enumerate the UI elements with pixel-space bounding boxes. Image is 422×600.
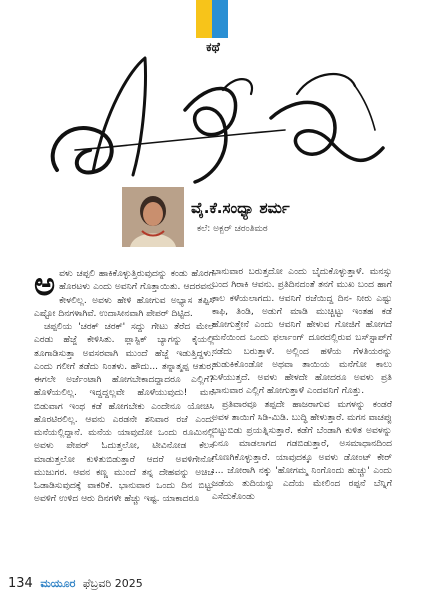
paragraph-text: ವಳು ಚಪ್ಪಲಿ ಹಾಕಿಕೊಳ್ಳುತ್ತಿರುವುದನ್ನು ಕಂಡು ಹೊರಗೆ ಹೊರಟಳು ಎಂದು ಅವನಿಗೆ ಗೊತ್ತಾಯಿತು. ಆದರವನು ಕೇಳಲಿಲ್ಲ. ಅವಳು ಹೇಳಿ ಹೋಗುವ ಅಭ್ಯಾಸ ತಪ್ಪಿಸಿ ಎಷ್ಟೋ ದಿನಗಳಾಗಿವೆ. ಉದಾಸೀನವಾಗಿ ಪೇಪರ್ ದಿಟ್ಟಿದ. xyxy=(34,269,214,319)
illustrator-credit: ಕಲೆ: ಅಕ್ಬರ್ ಚರಂತಿಮಠ xyxy=(197,224,268,234)
story-title-calligraphy xyxy=(35,50,395,190)
paragraph: ಭಾನುವಾರ ಬರುತ್ತದೋ ಎಂದು ಬೈದುಕೊಳ್ಳುತ್ತಾಳೆ. ಮನಸ್ಸು ಬಂದ ಗಿರಾಕಿ ಆವನು. ಪ್ರತಿದಿನದಂತೆ ತನಗೆ ಮುಖ ಬಂದ ಹಾಗೆ ಕಾಲ ಕಳೆಯಲಾಗದು. ಆವನಿಗೆ ರಜೆಯಿದ್ದ ದಿನ- ನೀರು ಎಷ್ಟು ಕಾಫಿ, ತಿಂಡಿ, ಅಡುಗೆ ಮಾಡಿ ಮುಚ್ಚಿಟ್ಟು ಇಂತಹ ಕಡೆ ಹೋಗುತ್ತೇನೆ ಎಂದು ಆವನಿಗೆ ಹೇಳುವ ಗೋಜಿಗೆ ಹೋಗದೆ ಮನೆಯಿಂದ ಒಂದು ಫರ್ಲಾಂಗ್ ದೂರದಲ್ಲಿರುವ ಬಸ್‌ಸ್ಟಾಪ್‌ಗೆ ನಡೆದು ಬರುತ್ತಾಳೆ. ಅಲ್ಲಿಂದ ಹಳೆಯ ಗೆಳತಿಯರನ್ನು ಹುಡುಕಿಕೊಂಡೋ ಅಥವಾ ತಾಯಿಯ ಮನೆಗೋ ಕಾಲು ಎಳೆಯುತ್ತದೆ. ಅವಳು ಹೇಳದೇ ಹೋದರೂ ಅವಳು ಪ್ರತಿ ಭಾನುವಾರ ಎಲ್ಲಿಗೆ ಹೋಗುತ್ತಾಳೆ ಎಂದವನಿಗೆ ಗೊತ್ತು. xyxy=(212,267,392,397)
drop-cap: ಅ xyxy=(34,265,56,303)
author-portrait-icon xyxy=(122,187,184,247)
text-column-left xyxy=(34,265,214,507)
yellow-stripe xyxy=(196,0,212,38)
section-label: ಕಥೆ xyxy=(206,40,220,54)
section-color-bar xyxy=(196,0,228,38)
paragraph: ಚಪ್ಪಲಿಯ 'ಚರಕ್ ಚರಕ್' ಸದ್ದು ಗೇಟು ತೆರೆದ ಮೇಲೆ ಎರಡು ಹೆಜ್ಜೆ ಕೇಳಿಸಿತು. ಪ್ಲಾಸ್ಟಿಕ್ ಬ್ಯಾಗನ್ನು ಕೈಯಲ್ಲಿ ತೂಗಾಡಿಸುತ್ತಾ ಅವಸರವಾಗಿ ಮುಂದೆ ಹೆಜ್ಜೆ ಇಡುತ್ತಿದ್ದಳು. ಎಂದು ಗಲೀಗೆ ತಡೆದು ನಿಂತಳು. ಹೌದು... ತನ್ನಾತ್ಮಪ್ಪ ಆತುರ, ಈಗಲೇ ಅರ್ಜೆಂಟಾಗಿ ಹೋಗಬೇಕಾದದ್ದಾದರೂ ಎಲ್ಲಿಗೆ? ಹೊಳೆಯಲಿಲ್ಲ. ಇದ್ದದ್ದಲ್ಲವೇ ಹೊಳೆಯುವುದು! ಮನೆ ಬಿಡುವಾಗ ಇಂಥ ಕಡೆ ಹೋಗಬೇಕು ಎಂದೇನೂ ಯೋಚಿಸಿ ಹೊರಟಿರಲಿಲ್ಲ. ಆವನು ಎರಡನೇ ಶನಿವಾರ ರಜೆ ಎಂದು ಮನೆಯಲ್ಲಿದ್ದಾನೆ. ಮನೆಯ ಯಾವುದೋ ಒಂದು ರೂಮಿನಲ್ಲಿ ಅವಳು ಪೇಪರ್ ಓದುತ್ತಲೋ, ಟೀವಿನೋಡ ಕೆಲಸ ಮಾಡುತ್ತಲೋ ಕುಳಿತುಬಿಡುತ್ತಾರೆ ಆದರೆ ಅವಳಿಗೇನೋ ಮುಜುಗರ. ಆವನ ಕಣ್ಣ ಮುಂದೆ ತನ್ನ ದೇಹವನ್ನು ಅಚಿಚೆ ಓಡಾಡಿಸುವುದಕ್ಕೆ ವಾಕರಿಕೆ. ಭಾನುವಾರ ಒಂದು ದಿನ ಬಿಟ್ಟು ಅವಳಿಗೆ ಉಳಿದ ಆರು ದಿನಗಳೇ ಹೆಚ್ಚು ಇಷ್ಟ. ಯಾಕಾದರೂ xyxy=(34,322,214,505)
issue-date: ಫೆಬ್ರವರಿ 2025 xyxy=(82,577,143,590)
author-name: ವೈ.ಕೆ.ಸಂಧ್ಯಾ ಶರ್ಮ xyxy=(191,199,290,217)
paragraph: ಪ್ರತಿವಾರವೂ ತಪ್ಪದೇ ಹಾಜರಾಗುವ ಮಗಳನ್ನು ಕಂಡರೆ ಅವಳ ತಾಯಿಗೆ ಸಿಡಿ-ಮಿಡಿ. ಬುದ್ಧಿ ಹೇಳುತ್ತಾರೆ. ಮಗನ ವಾಚಪ್ಪು ಬಿಟ್ಟುಬಿಡು ಪ್ರಯತ್ನಿಸುತ್ತಾರೆ. ಕಡೆಗೆ ಬೆಂಡಾಗಿ ಕುಳಿತ ಅವಳನ್ನು ಏನೂ ಮಾಡಲಾಗದ ಗಡಬಿಡುತ್ತಾರೆ, ಅಸಮಾಧಾನದಿಂದ ಗೊಣಗಿಕೊಳ್ಳುತ್ತಾರೆ. ಯಾವುದಕ್ಕೂ ಅವಳು ಡೋಂಟ್ ಕೇರ್ .... ಜೋರಾಗಿ ನಕ್ಕು 'ಹೋಗಮ್ಮ ನಿಂಗೊಂದು ಹುಚ್ಚು' ಎಂದು ಜಡೆಯ ತುದಿಯನ್ನು ಎದೆಯ ಮೇಲಿಂದ ರಪ್ಪನೆ ಬೆನ್ನಿಗೆ ಎಸೆದುಕೊಂಡು xyxy=(212,399,392,503)
page-number: 134 xyxy=(8,576,33,591)
magazine-name: ಮಯೂರ xyxy=(40,577,76,590)
text-column-right xyxy=(212,266,392,505)
blue-stripe xyxy=(212,0,228,38)
author-photo xyxy=(122,187,184,247)
paragraph xyxy=(34,265,214,321)
page-footer xyxy=(8,576,208,592)
